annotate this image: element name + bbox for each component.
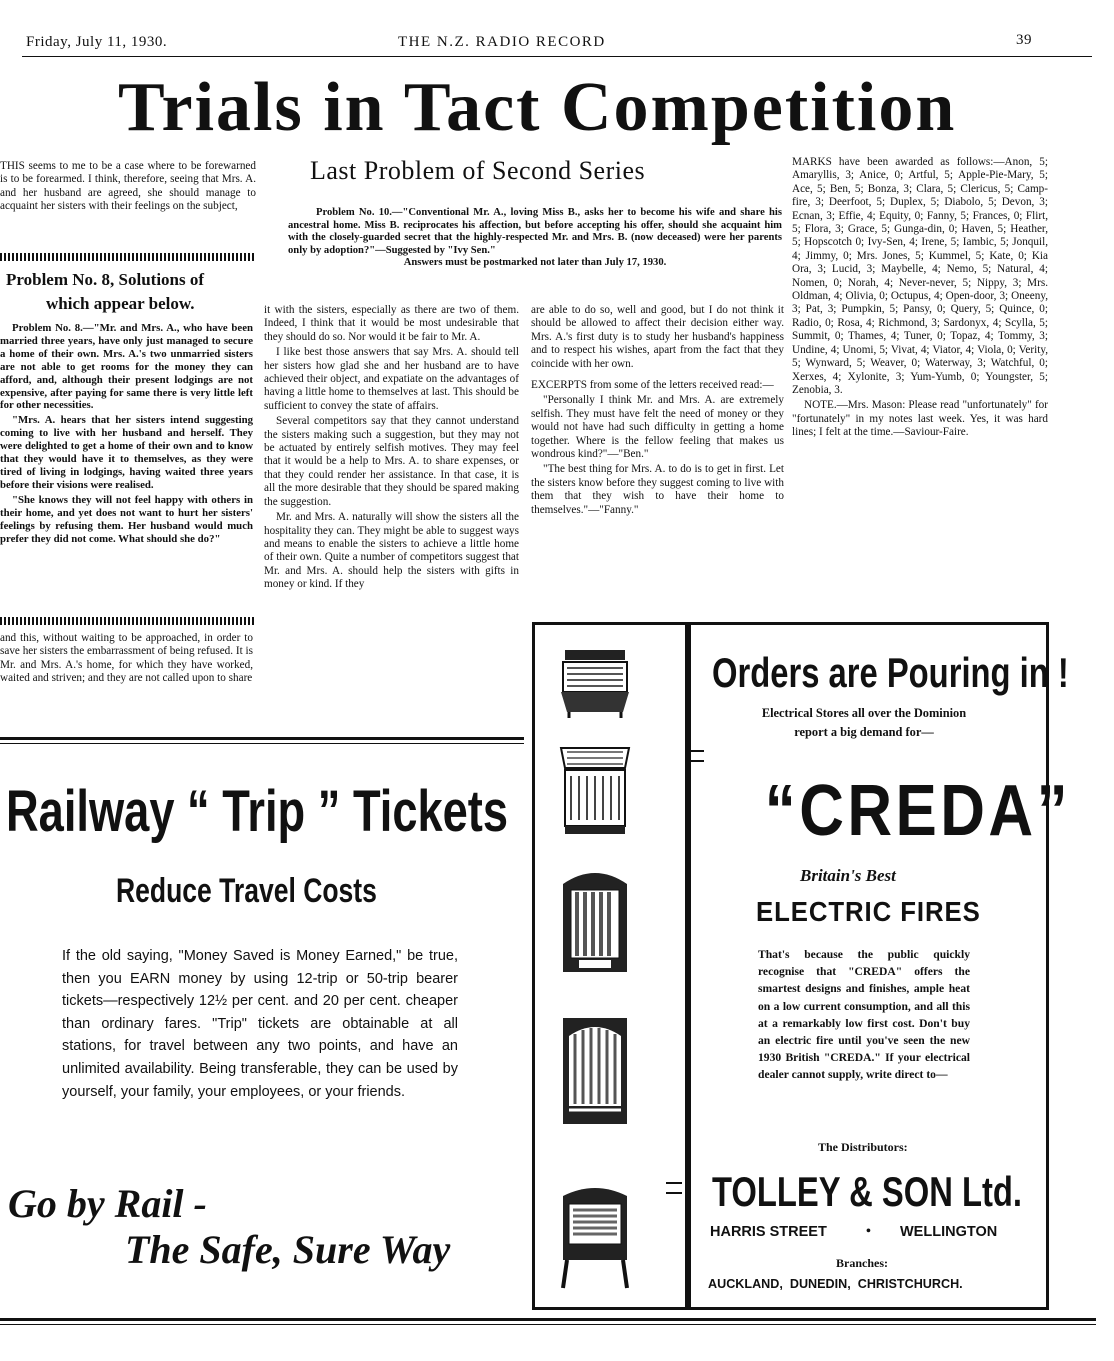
ad-divider-top: [0, 737, 524, 744]
address-street: HARRIS STREET: [710, 1224, 827, 1240]
railway-body: If the old saying, "Money Saved is Money Earned," be true, then you EARN money by using 12-trip or 50-trip bearer tickets—respectively 12½ per cent. and 20 per cent. cheaper than ordinary fares. "Trip" tickets are obtainable at all stations, for travel between any two points, and have an unlimited availability. Being transferable, they can be used by yourself, your family, your employees, or your friends.: [62, 948, 458, 1100]
right-middle-column: [531, 304, 784, 519]
middle-para-1: it with the sisters, especially as there are two of them. Indeed, I think that it would be most undesirable that they should do so. Nor would it be fair to Mr. A.: [264, 304, 519, 343]
marks-column: [792, 156, 1048, 442]
creda-brand: “CREDA”: [764, 771, 1071, 851]
creda-tagline: Britain's Best: [800, 866, 896, 885]
section-divider: [0, 253, 256, 261]
middle-para-3: Several competitors say that they cannot understand the sisters making such a suggestion, but they may not be actuated by entirely selfish motives. They may feel that it would be a help to Mrs. A. to share expenses, or that they could render her assistance. In that case, it is all the more desirable that they should be spared making the suggestion.: [264, 415, 519, 508]
problem8-subheading: which appear below.: [46, 294, 195, 313]
creda-intro: Electrical Stores all over the Dominion report a big demand for—: [761, 706, 967, 740]
distributors-label: The Distributors:: [818, 1140, 908, 1154]
problem10-box: [288, 207, 782, 270]
section-divider: [0, 617, 256, 625]
heater-illustration-4: [555, 1014, 635, 1132]
rm-para-1: are able to do so, well and good, but I do not think it should be allowed to affect their decision either way. Mrs. A.'s first duty is to study her husband's happiness and to respect his wishes, apart from the fact that they coincide with her own.: [531, 304, 784, 370]
intro-paragraph: THIS seems to me to be a case where to be forewarned is to be forearmed. I think, therefore, seeing that Mrs. A. and her husband are agreed, she should manage to acquaint her sisters with their feelings on the subject,: [0, 160, 256, 213]
problem8-continuation: [0, 632, 253, 688]
page-title: Trials in Tact Competition: [118, 69, 957, 146]
excerpts-heading: EXCERPTS from some of the letters received read:—: [531, 379, 774, 392]
problem8-text-3: "She knows they will not feel happy with others in their home, and yet does not want to hurt her sisters' feelings by refusing them. Her husband would much prefer they did not come. What should she do?": [0, 493, 253, 545]
problem8-heading: Problem No. 8, Solutions of: [6, 270, 205, 289]
problem8-text-2: "Mrs. A. hears that her sisters intend suggesting coming to live with her husband and herself. They were delighted to get a home of their own and to know that they would have it to themselves, as they were tired of living in lodgings, having waited three years before their visions were realised.: [0, 414, 253, 491]
continuation-text: and this, without waiting to be approached, in order to save her sisters the embarrassment of being refused. It is Mr. and Mrs. A.'s home, for which they have worked, waited and striven; and they are not called upon to share: [0, 632, 253, 685]
panel-connector: [688, 750, 704, 762]
page-bottom-rule: [0, 1318, 1096, 1325]
page-number: 39: [1016, 32, 1032, 48]
railway-slogan-2: The Safe, Sure Way: [125, 1227, 451, 1272]
heater-illustration-5: [555, 1180, 635, 1292]
problem8-text: Problem No. 8.—"Mr. and Mrs. A., who have been married three years, have only just managed to secure a home of their own. Mrs. A.'s two unmarried sisters are not able to get rooms for the money they can afford, and, although their present lodgings are not expensive, after paying for same there is very little left for other necessities.: [0, 322, 253, 412]
middle-para-2: I like best those answers that say Mrs. A. should tell her sisters how glad she and her husband are to have achieved their object, and expatiate on the advantages of having a little home to themselves at last. This should be sufficient to convey the state of affairs.: [264, 346, 519, 412]
excerpt-ben: "Personally I think Mr. and Mrs. A. are extremely selfish. They must have felt the need of money or they would not have had such difficulty in getting a home together. Where is the fellow feeling that makes us wondrous kind?"—"Ben.": [531, 394, 784, 461]
heater-illustration-3: [555, 866, 635, 984]
heater-illustration-1: [555, 640, 635, 720]
distributor-name: TOLLEY & SON Ltd.: [712, 1168, 1023, 1215]
heater-illustration-2: [555, 742, 635, 842]
deadline-text: Answers must be postmarked not later than July 17, 1930.: [403, 257, 667, 269]
branches-label: Branches:: [836, 1256, 888, 1270]
middle-para-4: Mr. and Mrs. A. naturally will show the sisters all the hospitality they can. They might be able to suggest ways and means to enable the sisters to achieve a little home of their own. Quite a number of competitors suggest that Mr. and Mrs. A. should help the sisters with gifts in money or kind. If they: [264, 511, 519, 591]
middle-column: [264, 304, 519, 594]
problem10-text: Problem No. 10.—"Conventional Mr. A., loving Miss B., asks her to become his wife and share his ancestral home. Miss B. reciprocates his affection, but before accepting his offer, should she acquaint him with the closely-guarded secret that the highly-respected Mr. and Mrs. B. (now deceased) were her parents only by adoption?"—Suggested by "Ivy Sen.": [288, 207, 782, 256]
excerpt-fanny: "The best thing for Mrs. A. to do is to get in first. Let the sisters know before they suggest coming to live with them that they wish to have their home to themselves."—"Fanny.": [531, 463, 784, 516]
railway-slogan-1: Go by Rail -: [8, 1181, 207, 1226]
address-city: WELLINGTON: [900, 1224, 998, 1240]
creda-body: That's because the public quickly recognise that "CREDA" offers the smartest designs and finishes, ample heat on a low current consumption, and all this at a remarkably low first cost. Don't buy an electric fire until you've seen the new 1930 British "CREDA." If your electrical dealer cannot supply, write direct to—: [758, 948, 970, 1082]
creda-product: ELECTRIC FIRES: [756, 896, 981, 927]
address-separator: •: [866, 1224, 871, 1239]
left-column: [0, 160, 256, 216]
header-rule: [22, 56, 1092, 57]
marks-list: MARKS have been awarded as follows:—Anon, 5; Amaryllis, 3; Anice, 0; Artful, 5; Apple-Pie-Mary, 5; Ace, 5; Ben, 5; Bonza, 3; Clara, 5; Clericus, 5; Camp-fire, 3; Deerfoot, 5; Duplex, 5; Diabolo, 5; Devon, 3; Ecnan, 3; Effie, 4; Equity, 0; Fanny, 5; Frances, 0; Flirt, 5; Flora, 3; Grace, 5; Gunga-din, 0; Haven, 5; Heather, 5; Hopscotch 0; Ivy-Sen, 4; Irene, 5; Iambic, 5; Jonquil, 4; Jimmy, 0; Mrs. Jones, 5; Kummel, 5; Kate, 0; Kia Ora, 3; Lucid, 3; Maybelle, 4; Nemo, 5; Natural, 4; Nomen, 0; Norah, 4; Never-never, 5; Nippy, 3; Mrs. Oldman, 4; Olivia, 0; Octupus, 4; Open-door, 3; Oneeny, 3; Pat, 3; Pumpkin, 5; Pansy, 0; Query, 5; Quince, 0; Radio, 0; Rosa, 4; Richmond, 3; Sardonyx, 4; Scylla, 5; Summit, 0; Thames, 4; Tuner, 0; Topaz, 4; Tommy, 3; Undine, 4; Unomi, 5; Vivat, 4; Viator, 4; Viola, 0; Verity, 5; Wynward, 5; Weaver, 0; Waterway, 3; Watchful, 0; Xerxes, 4; Xylonite, 3; Yum-Yumb, 0; Youngster, 5; Zenobia, 3.: [792, 156, 1048, 396]
panel-connector: [666, 1182, 682, 1194]
railway-headline: Railway “ Trip ” Tickets: [6, 779, 509, 844]
railway-subhead: Reduce Travel Costs: [116, 872, 377, 910]
last-problem-heading: Last Problem of Second Series: [310, 156, 646, 185]
branch-list: AUCKLAND, DUNEDIN, CHRISTCHURCH.: [708, 1277, 963, 1291]
creda-headline: Orders are Pouring in !: [712, 649, 1069, 696]
issue-date: Friday, July 11, 1930.: [26, 34, 168, 50]
problem8-statement: [0, 322, 253, 547]
publication-name: THE N.Z. RADIO RECORD: [398, 34, 606, 50]
marks-note: NOTE.—Mrs. Mason: Please read "unfortunately" for "fortunately" in my notes last week. Yes, it was hard lines; I felt at the time.—Saviour-Faire.: [792, 399, 1048, 439]
